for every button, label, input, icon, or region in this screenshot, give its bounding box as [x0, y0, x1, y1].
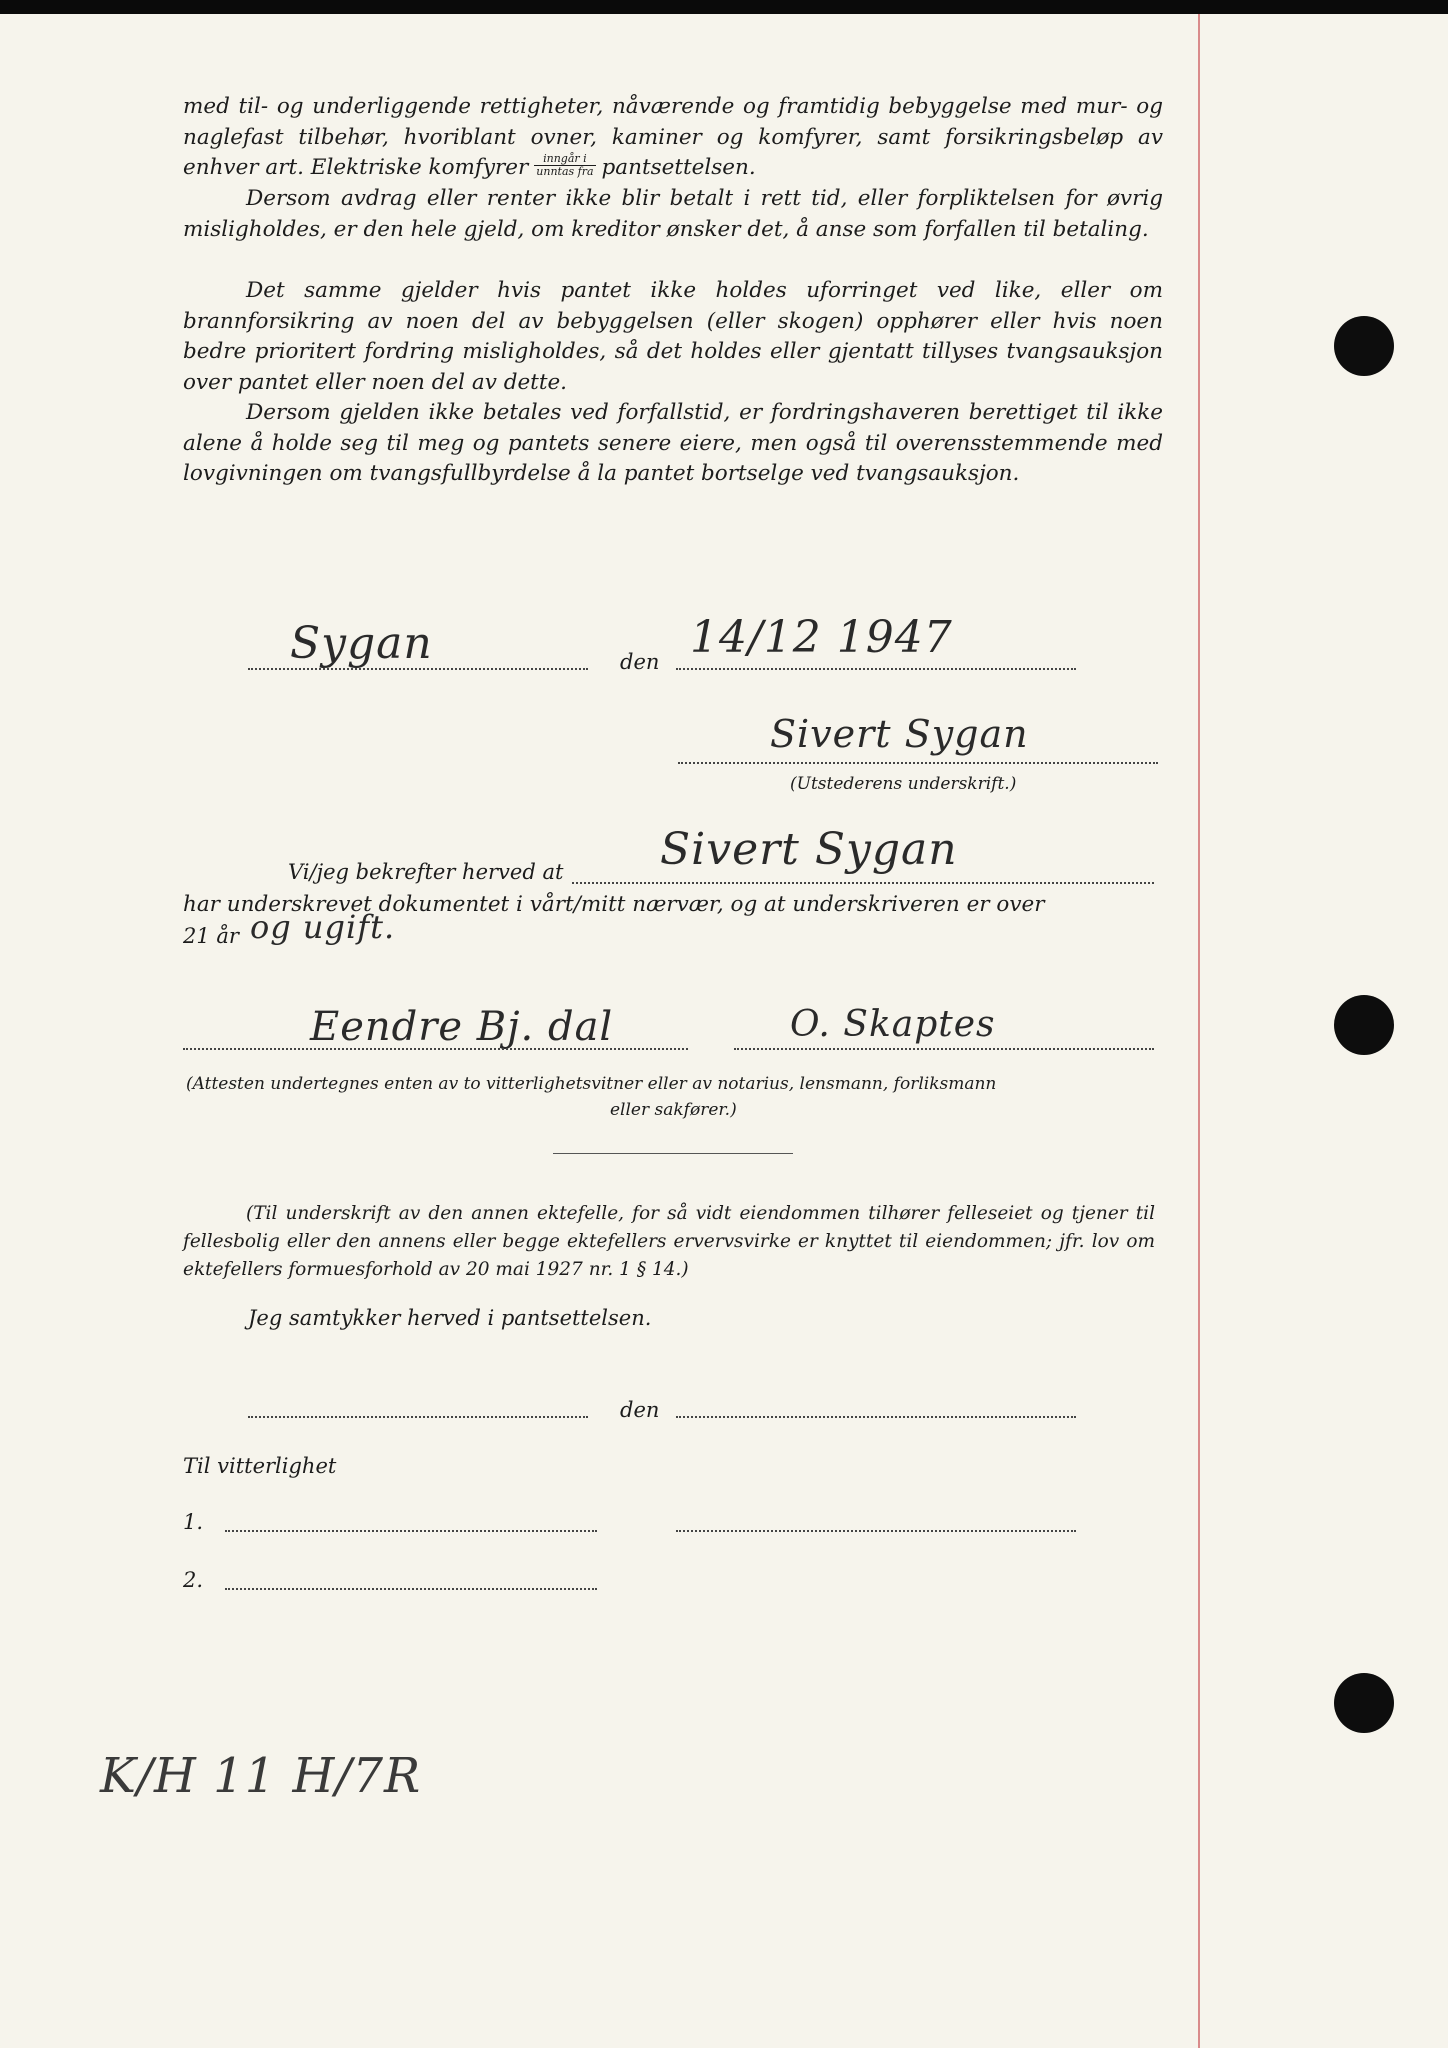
consent-den-label: den: [620, 1398, 660, 1422]
attest-label: Vi/jeg bekrefter herved at: [288, 860, 564, 884]
consent-place-line: [248, 1416, 588, 1418]
date-handwritten: 14/12 1947: [690, 612, 953, 663]
consent-witness-2-line: [225, 1588, 597, 1590]
punch-hole: [1334, 1673, 1394, 1733]
consent-date-line: [676, 1416, 1076, 1418]
fraction-choice: [534, 153, 595, 178]
punch-hole: [1334, 995, 1394, 1055]
spouse-note: (Til underskrift av den annen ektefelle, for så vidt eiendommen tilhører felleseiet og tjener til fellesbolig eller den annens eller begge ektefellers ervervsvirke er knyttet til eiendommen; jfr. lov om ektefellers formuesforhold av 20 mai 1927 nr. 1 § 14.): [183, 1203, 1155, 1280]
place-handwritten: Sygan: [290, 618, 433, 669]
attest-caption: (Attesten undertegnes enten av to vitterlighetsvitner eller av notarius, lensmann, forliksmann: [186, 1074, 997, 1094]
paragraph-property-rights: [183, 92, 1163, 184]
margin-rule: [1198, 14, 1200, 2048]
issuer-caption: (Utstederens underskrift.): [790, 774, 1017, 794]
paragraph-text: med til- og underliggende rettigheter, nåværende og framtidig bebyggelse med mur- og naglefast tilbehør, hvoriblant ovner, kaminer og komfyrer, samt forsikringsbeløp av enhver art. Elektriske komfyrer: [183, 94, 1163, 180]
margin-note: K/H 11 H/7R: [100, 1748, 422, 1804]
attest-caption-2: eller sakfører.): [610, 1100, 737, 1120]
witness-2-line: [734, 1048, 1154, 1050]
paragraph-default: Dersom avdrag eller renter ikke blir betalt i rett tid, eller forpliktelsen for øvrig misligholdes, er den hele gjeld, om kreditor ønsker det, å anse som forfallen til betaling.: [183, 186, 1163, 242]
paragraph-text: pantsettelsen.: [601, 155, 756, 180]
scan-top-edge: [0, 0, 1448, 14]
attest-statement: har underskrevet dokumentet i vårt/mitt nærvær, og at underskriveren er over: [183, 892, 1045, 917]
paragraph-maintenance: Det samme gjelder hvis pantet ikke holdes uforringet ved like, eller om brannforsikring av noen del av bebyggelsen (eller skogen) opphører eller hvis noen bedre prioritert fordring misligholdes, så det holdes eller gjentatt tillyses tvangsauksjon over pantet eller noen del av dette.: [183, 278, 1163, 395]
issuer-signature: Sivert Sygan: [770, 712, 1029, 756]
consent-witness-1b-line: [676, 1530, 1076, 1532]
attest-signer-line: [572, 882, 1154, 884]
consent-witness-1-line: [225, 1530, 597, 1532]
consent-statement: Jeg samtykker herved i pantsettelsen.: [248, 1306, 652, 1330]
section-divider: [553, 1153, 793, 1154]
fraction-top: inngår i: [534, 153, 595, 166]
fraction-bottom: unntas fra: [536, 164, 594, 178]
witness-1-line: [183, 1048, 688, 1050]
date-line: [676, 668, 1076, 670]
witness-number-2: 2.: [183, 1568, 204, 1592]
age-handwritten: og ugift.: [250, 908, 396, 946]
witness-1-signature: Eendre Bj. dal: [310, 1004, 614, 1050]
age-label: 21 år: [183, 924, 239, 948]
den-label: den: [620, 650, 660, 674]
witness-2-signature: O. Skaptes: [790, 1004, 996, 1045]
paragraph-enforcement: Dersom gjelden ikke betales ved forfallstid, er fordringshaveren berettiget til ikke alene å holde seg til meg og pantets senere eiere, men også til overensstemmende med lovgivningen om tvangsfullbyrdelse å la pantet bortselge ved tvangsauksjon.: [183, 400, 1163, 486]
witness-number-1: 1.: [183, 1510, 204, 1534]
attest-signer: Sivert Sygan: [660, 824, 958, 875]
punch-hole: [1334, 316, 1394, 376]
witness-heading: Til vitterlighet: [183, 1454, 337, 1478]
place-line: [248, 668, 588, 670]
issuer-signature-line: [678, 762, 1158, 764]
